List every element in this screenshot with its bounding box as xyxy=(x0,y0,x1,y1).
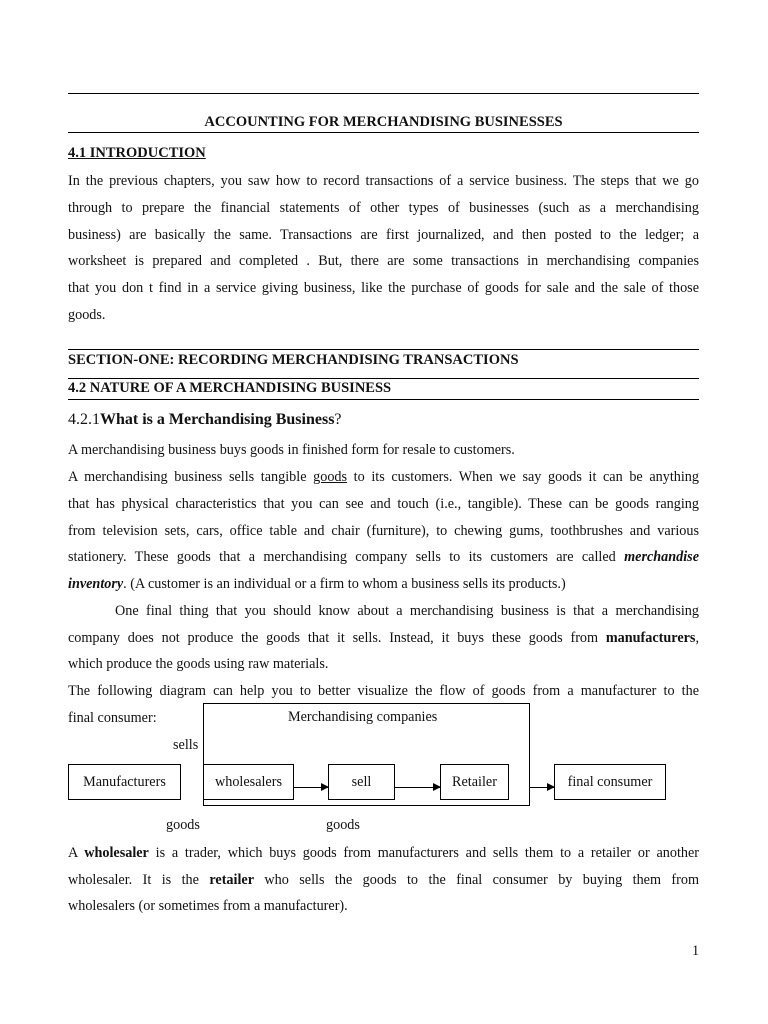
intro-line-2: through to prepare the financial statements of other types of businesses (such as a merchandising xyxy=(68,200,699,216)
body-p3-l2a: company does not produce the goods that it sells. Instead, it buys these goods from xyxy=(68,630,606,646)
nature-heading: 4.2 NATURE OF A MERCHANDISING BUSINESS xyxy=(68,380,392,396)
intro-line-1: In the previous chapters, you saw how to record transactions of a service business. The steps that we go xyxy=(68,173,699,189)
body-p3-line-3: which produce the goods using raw materials. xyxy=(68,656,329,672)
subheading-text: What is a Merchandising Business xyxy=(100,411,335,428)
closing-l2c: who sells the goods to the final consumer by buying them from xyxy=(254,872,699,888)
body-p1: A merchandising business buys goods in finished form for resale to customers. xyxy=(68,442,515,458)
wholesalers-box: wholesalers xyxy=(203,764,294,800)
intro-heading: 4.1 INTRODUCTION xyxy=(68,145,206,161)
merchandise-term: merchandise xyxy=(624,549,699,565)
goods-label-2: goods xyxy=(326,817,360,833)
body-p2-l4a: stationery. These goods that a merchandising company sells to its customers are called xyxy=(68,549,625,565)
body-p2-line-4 xyxy=(68,548,699,566)
body-p2-line-5 xyxy=(68,575,699,593)
arrow-wholesalers-to-sell xyxy=(294,787,328,788)
body-p4-line-2: final consumer: xyxy=(68,710,157,726)
body-p2-l5b: . (A customer is an individual or a firm to whom a business sells its products.) xyxy=(123,576,566,592)
body-p3-line-2 xyxy=(68,629,699,647)
body-p2-b: to its customers. When we say goods it can be anything xyxy=(347,469,699,485)
final-consumer-box: final consumer xyxy=(554,764,666,800)
goods-label-1: goods xyxy=(166,817,200,833)
section-rule-mid xyxy=(68,378,699,379)
manufacturers-box: Manufacturers xyxy=(68,764,181,800)
closing-line-3: wholesalers (or sometimes from a manufacturer). xyxy=(68,898,348,914)
title-rule xyxy=(68,132,699,133)
arrow-retailer-to-consumer xyxy=(530,787,554,788)
page-number: 1 xyxy=(692,943,700,959)
retailer-term: retailer xyxy=(209,872,254,888)
page-title: ACCOUNTING FOR MERCHANDISING BUSINESSES xyxy=(204,114,563,130)
intro-line-4: worksheet is prepared and completed . But, there are some transactions in merchandising companies xyxy=(68,253,699,269)
wholesaler-term: wholesaler xyxy=(84,845,149,861)
closing-line-2 xyxy=(68,871,699,889)
goods-underlined: goods xyxy=(313,469,348,485)
section-one-heading: SECTION-ONE: RECORDING MERCHANDISING TRANSACTIONS xyxy=(68,352,519,368)
body-p2-line-2: that has physical characteristics that you can see and touch (i.e., tangible). These can be goods ranging xyxy=(68,496,699,512)
subheading xyxy=(68,411,342,429)
subheading-mark: ? xyxy=(334,411,342,428)
inventory-term: inventory xyxy=(68,576,124,592)
closing-l1c: is a trader, which buys goods from manufacturers and sells them to a retailer or another xyxy=(148,845,699,861)
body-p4-line-1: The following diagram can help you to better visualize the flow of goods from a manufacturer to the xyxy=(68,683,699,699)
body-p3-line-1: One final thing that you should know about a merchandising business is that a merchandising xyxy=(115,603,699,619)
arrow-sell-to-retailer xyxy=(395,787,440,788)
section-rule-top xyxy=(68,349,699,350)
manufacturers-term: manufacturers xyxy=(605,630,696,646)
sell-box: sell xyxy=(328,764,395,800)
intro-line-3: business) are basically the same. Transactions are first journalized, and then posted to the ledger; a xyxy=(68,227,699,243)
section-rule-bottom xyxy=(68,399,699,400)
body-p2-a: A merchandising business sells tangible xyxy=(68,469,314,485)
body-p2-line-3: from television sets, cars, office table and chair (furniture), to chewing gums, toothbrushes and various xyxy=(68,523,699,539)
group-label: Merchandising companies xyxy=(288,709,438,725)
intro-line-5: that you don t find in a service giving business, like the purchase of goods for sale and the sale of those xyxy=(68,280,699,296)
closing-l2a: wholesaler. It is the xyxy=(68,872,210,888)
body-p2-line-1 xyxy=(68,468,699,486)
closing-l1a: A xyxy=(68,845,85,861)
body-p3-l2c: , xyxy=(695,630,699,646)
top-rule xyxy=(68,93,699,94)
closing-line-1 xyxy=(68,844,699,862)
subheading-number: 4.2.1 xyxy=(68,411,100,428)
sells-label: sells xyxy=(173,737,199,753)
retailer-box: Retailer xyxy=(440,764,509,800)
intro-line-6: goods. xyxy=(68,307,106,323)
